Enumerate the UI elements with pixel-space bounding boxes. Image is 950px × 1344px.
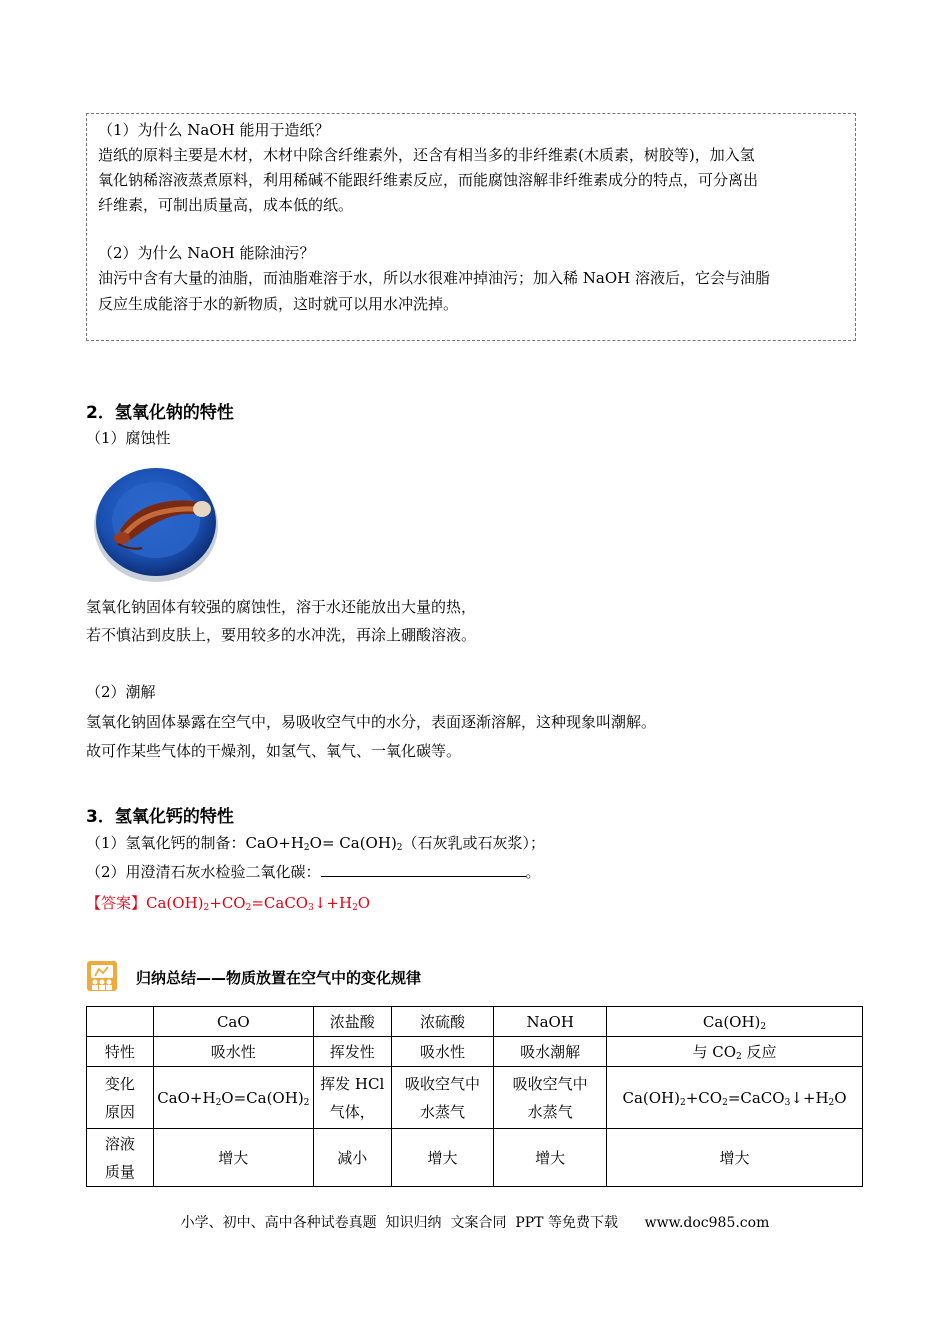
table-cell: 吸收空气中 水蒸气 — [494, 1067, 607, 1129]
co2-test-line: （2）用澄清石灰水检验二氧化碳： 。 — [86, 863, 541, 881]
summary-teacher-icon — [86, 960, 118, 992]
question-1: （1）为什么 NaOH 能用于造纸？ — [98, 121, 330, 139]
page-footer: 小学、初中、高中各种试卷真题 知识归纳 文案合同 PPT 等免费下载 www.doc985.com — [180, 1215, 770, 1231]
answer-tag: 【答案】 — [86, 894, 147, 912]
preparation-line: （1）氢氧化钙的制备：$CaO+H_2O= Ca(OH)_2$（石灰乳或石灰浆）； — [86, 834, 546, 853]
table-row — [87, 1129, 863, 1187]
row-label: 变化 原因 — [87, 1067, 154, 1129]
answer-line: 【答案】$Ca(OH)_2+CO_2=CaCO_3↓+H_2O$ — [86, 894, 371, 913]
table-row — [87, 1037, 863, 1067]
section-2-heading: 2．氢氧化钠的特性 — [86, 403, 234, 423]
table-cell: 增大 — [494, 1129, 607, 1187]
deliquescence-line-2: 故可作某些气体的干燥剂，如氢气、氧气、一氧化碳等。 — [86, 742, 462, 760]
answer-2-line-1: 油污中含有大量的油脂，而油脂难溶于水，所以水很难冲掉油污；加入稀 NaOH 溶液后，它会与油脂 — [98, 269, 770, 287]
table-header-cell: NaOH — [494, 1007, 607, 1037]
table-cell: 吸水潮解 — [494, 1037, 607, 1067]
answer-1-line-1: 造纸的原料主要是木材，木材中除含纤维素外，还含有相当多的非纤维素(木质素，树胶等)，加入氢 — [98, 146, 755, 164]
deliquescence-line-1: 氢氧化钠固体暴露在空气中，易吸收空气中的水分，表面逐渐溶解，这种现象叫潮解。 — [86, 713, 657, 731]
table-cell — [87, 1007, 154, 1037]
table-header-cell: $Ca(OH)_2$ — [607, 1007, 863, 1037]
table-cell: 与 $CO_2$ 反应 — [607, 1037, 863, 1067]
row-label: 溶液 质量 — [87, 1129, 154, 1187]
corrosive-line-1: 氢氧化钠固体有较强的腐蚀性，溶于水还能放出大量的热， — [86, 598, 477, 616]
corroded-chicken-leg-plate-image — [90, 460, 222, 584]
answer-1-line-2: 氧化钠稀溶液蒸煮原料，利用稀碱不能跟纤维素反应，而能腐蚀溶解非纤维素成分的特点，可分离出 — [98, 171, 759, 189]
table-cell: 吸水性 — [153, 1037, 313, 1067]
table-cell: $Ca(OH)_2+CO_2=CaCO_3↓+H_2O$ — [607, 1067, 863, 1129]
corrosive-subheading: （1）腐蚀性 — [86, 429, 171, 447]
table-cell: 减小 — [313, 1129, 391, 1187]
table-cell: 增大 — [153, 1129, 313, 1187]
table-header-row — [87, 1007, 863, 1037]
corrosive-line-2: 若不慎沾到皮肤上，要用较多的水冲洗，再涂上硼酸溶液。 — [86, 626, 477, 644]
table-cell: 吸收空气中 水蒸气 — [391, 1067, 494, 1129]
table-cell: 挥发性 — [313, 1037, 391, 1067]
deliquescence-subheading: （2）潮解 — [86, 683, 156, 701]
table-row — [87, 1067, 863, 1129]
table-header-cell: 浓硫酸 — [391, 1007, 494, 1037]
table-cell: 吸水性 — [391, 1037, 494, 1067]
summary-table — [86, 1006, 863, 1187]
answer-2-line-2: 反应生成能溶于水的新物质，这时就可以用水冲洗掉。 — [98, 295, 459, 313]
table-cell: 挥发 HCl 气体， — [313, 1067, 391, 1129]
question-2: （2）为什么 NaOH 能除油污？ — [98, 244, 315, 262]
table-cell: 增大 — [391, 1129, 494, 1187]
answer-1-line-3: 纤维素，可制出质量高，成本低的纸。 — [98, 196, 354, 214]
table-header-cell: 浓盐酸 — [313, 1007, 391, 1037]
answer-blank[interactable] — [321, 862, 526, 877]
summary-title: 归纳总结——物质放置在空气中的变化规律 — [136, 969, 422, 987]
table-header-cell: CaO — [153, 1007, 313, 1037]
table-cell: 增大 — [607, 1129, 863, 1187]
section-3-heading: 3．氢氧化钙的特性 — [86, 807, 234, 827]
row-label: 特性 — [87, 1037, 154, 1067]
table-cell: $CaO+H_2O=Ca(OH)_2$ — [153, 1067, 313, 1129]
